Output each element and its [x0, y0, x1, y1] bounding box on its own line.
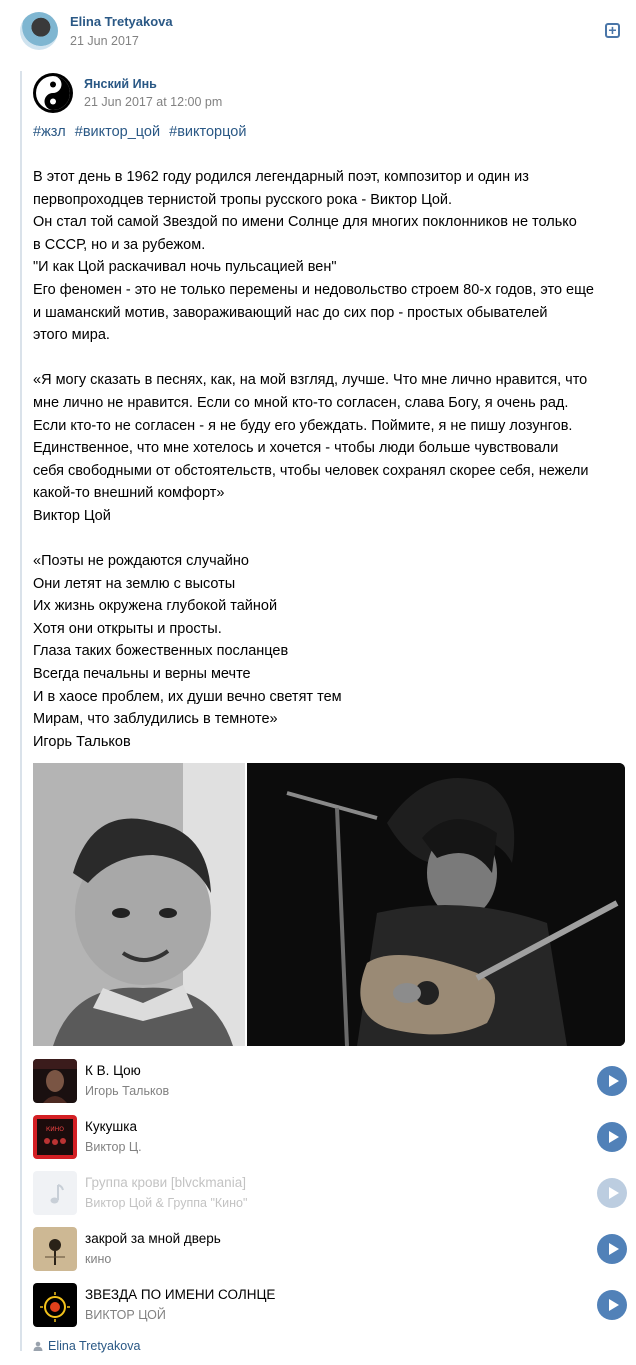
source-name[interactable]: Янский Инь: [84, 77, 157, 91]
add-icon[interactable]: +: [605, 23, 620, 38]
cover-image: [33, 1059, 77, 1103]
track-title[interactable]: К В. Цою: [85, 1063, 141, 1078]
play-icon[interactable]: [597, 1290, 627, 1320]
track-title[interactable]: закрой за мной дверь: [85, 1231, 221, 1246]
track-artist[interactable]: Виктор Цой & Группа "Кино": [85, 1196, 248, 1210]
track-title[interactable]: Кукушка: [85, 1119, 137, 1134]
post-text-line: Если кто-то не согласен - я не буду его убеждать. Поймите, я не пишу лозунгов.: [33, 417, 573, 434]
play-icon[interactable]: [597, 1234, 627, 1264]
album-cover: [33, 1283, 77, 1327]
post-text-line: в СССР, но и за рубежом.: [33, 236, 206, 253]
post-header: [0, 0, 636, 64]
audio-track[interactable]: [33, 1281, 628, 1337]
audio-track[interactable]: [33, 1225, 628, 1281]
post-text-line: Мирам, что заблудились в темноте»: [33, 711, 278, 728]
play-icon[interactable]: [597, 1178, 627, 1208]
cover-image: [33, 1227, 77, 1271]
post-text-line: "И как Цой раскачивал ночь пульсацией вен": [33, 259, 337, 276]
post-text-line: Виктор Цой: [33, 507, 111, 524]
post-text-line: первопроходцев тернистой тропы русского рока - Виктор Цой.: [33, 191, 453, 208]
guitar-photo-image: [247, 763, 625, 1046]
hashtag-link[interactable]: #викторцой: [169, 124, 247, 140]
cover-caption: КИНО: [46, 1126, 64, 1133]
post-text-line: В этот день в 1962 году родился легендарный поэт, композитор и один из: [33, 169, 529, 185]
post-text-line: Игорь Тальков: [33, 733, 131, 750]
yin-yang-icon: [33, 73, 73, 113]
post-text-line: этого мира.: [33, 327, 110, 344]
post-text-line: себя свободными от обстоятельств, чтобы человек сохранял скорее себя, нежели: [33, 462, 589, 479]
play-icon[interactable]: [597, 1066, 627, 1096]
post-text-line: Они летят на землю с высоты: [33, 575, 236, 592]
post-text-line: мне лично не нравится. Если со мной кто-то согласен, слава Богу, я очень рад.: [33, 394, 569, 411]
track-title[interactable]: Группа крови [blvckmania]: [85, 1175, 246, 1190]
repost-bar: [20, 71, 22, 1351]
hashtag-link[interactable]: #виктор_цой: [74, 124, 161, 140]
music-note-icon: [33, 1171, 77, 1215]
post-text-line: какой-то внешний комфорт»: [33, 485, 225, 502]
post-text-line: Его феномен - это не только перемены и недовольство строем 80-х годов, это еще: [33, 281, 594, 298]
post-text-line: Их жизнь окружена глубокой тайной: [33, 598, 278, 615]
source-avatar[interactable]: [33, 73, 73, 113]
source-date[interactable]: 21 Jun 2017 at 12:00 pm: [84, 95, 223, 109]
photo-child[interactable]: [33, 763, 245, 1046]
post-text-line: Хотя они открыты и просты.: [33, 620, 222, 637]
person-icon: [33, 1341, 43, 1351]
track-artist[interactable]: Игорь Тальков: [85, 1084, 170, 1098]
child-photo-image: [33, 763, 245, 1046]
album-cover: [33, 1115, 77, 1159]
audio-track[interactable]: [33, 1169, 628, 1225]
track-artist[interactable]: кино: [85, 1252, 112, 1266]
audio-list: [33, 1057, 628, 1337]
post-text-line: Он стал той самой Звездой по имени Солнце для многих поклонников не только: [33, 214, 577, 231]
post-text-line: [33, 347, 633, 370]
photo-guitar[interactable]: [247, 763, 625, 1046]
audio-track[interactable]: [33, 1113, 628, 1169]
track-title[interactable]: ЗВЕЗДА ПО ИМЕНИ СОЛНЦЕ: [85, 1287, 276, 1302]
post-text-line: «Я могу сказать в песнях, как, на мой взгляд, лучше. Что мне лично нравится, что: [33, 372, 588, 389]
post-text: [33, 166, 633, 753]
track-artist[interactable]: Виктор Ц.: [85, 1140, 142, 1154]
cover-image: [33, 1115, 77, 1159]
post-text-line: Всегда печальны и верны мечте: [33, 666, 251, 683]
author-name[interactable]: Elina Tretyakova: [70, 14, 173, 29]
album-cover: [33, 1171, 77, 1215]
hashtags: [33, 124, 251, 140]
post-text-line: и шаманский мотив, завораживающий нас до сих пор - простых обывателей: [33, 304, 548, 321]
post-date[interactable]: 21 Jun 2017: [70, 34, 139, 48]
post-text-line: «Поэты не рождаются случайно: [33, 553, 249, 570]
post-signer[interactable]: [33, 1339, 140, 1353]
post-text-line: Глаза таких божественных посланцев: [33, 643, 289, 660]
signer-name[interactable]: Elina Tretyakova: [48, 1339, 141, 1353]
album-cover: [33, 1227, 77, 1271]
hashtag-link[interactable]: #жзл: [33, 124, 66, 140]
audio-track[interactable]: [33, 1057, 628, 1113]
post-text-line: И в хаосе проблем, их души вечно светят тем: [33, 688, 342, 705]
post-text-line: [33, 528, 633, 551]
author-avatar[interactable]: [20, 12, 58, 50]
album-cover: [33, 1059, 77, 1103]
play-icon[interactable]: [597, 1122, 627, 1152]
track-artist[interactable]: ВИКТОР ЦОЙ: [85, 1308, 166, 1322]
post-text-line: Единственное, что мне хотелось и хочется - чтобы люди больше чувствовали: [33, 440, 559, 457]
cover-image: [33, 1283, 77, 1327]
